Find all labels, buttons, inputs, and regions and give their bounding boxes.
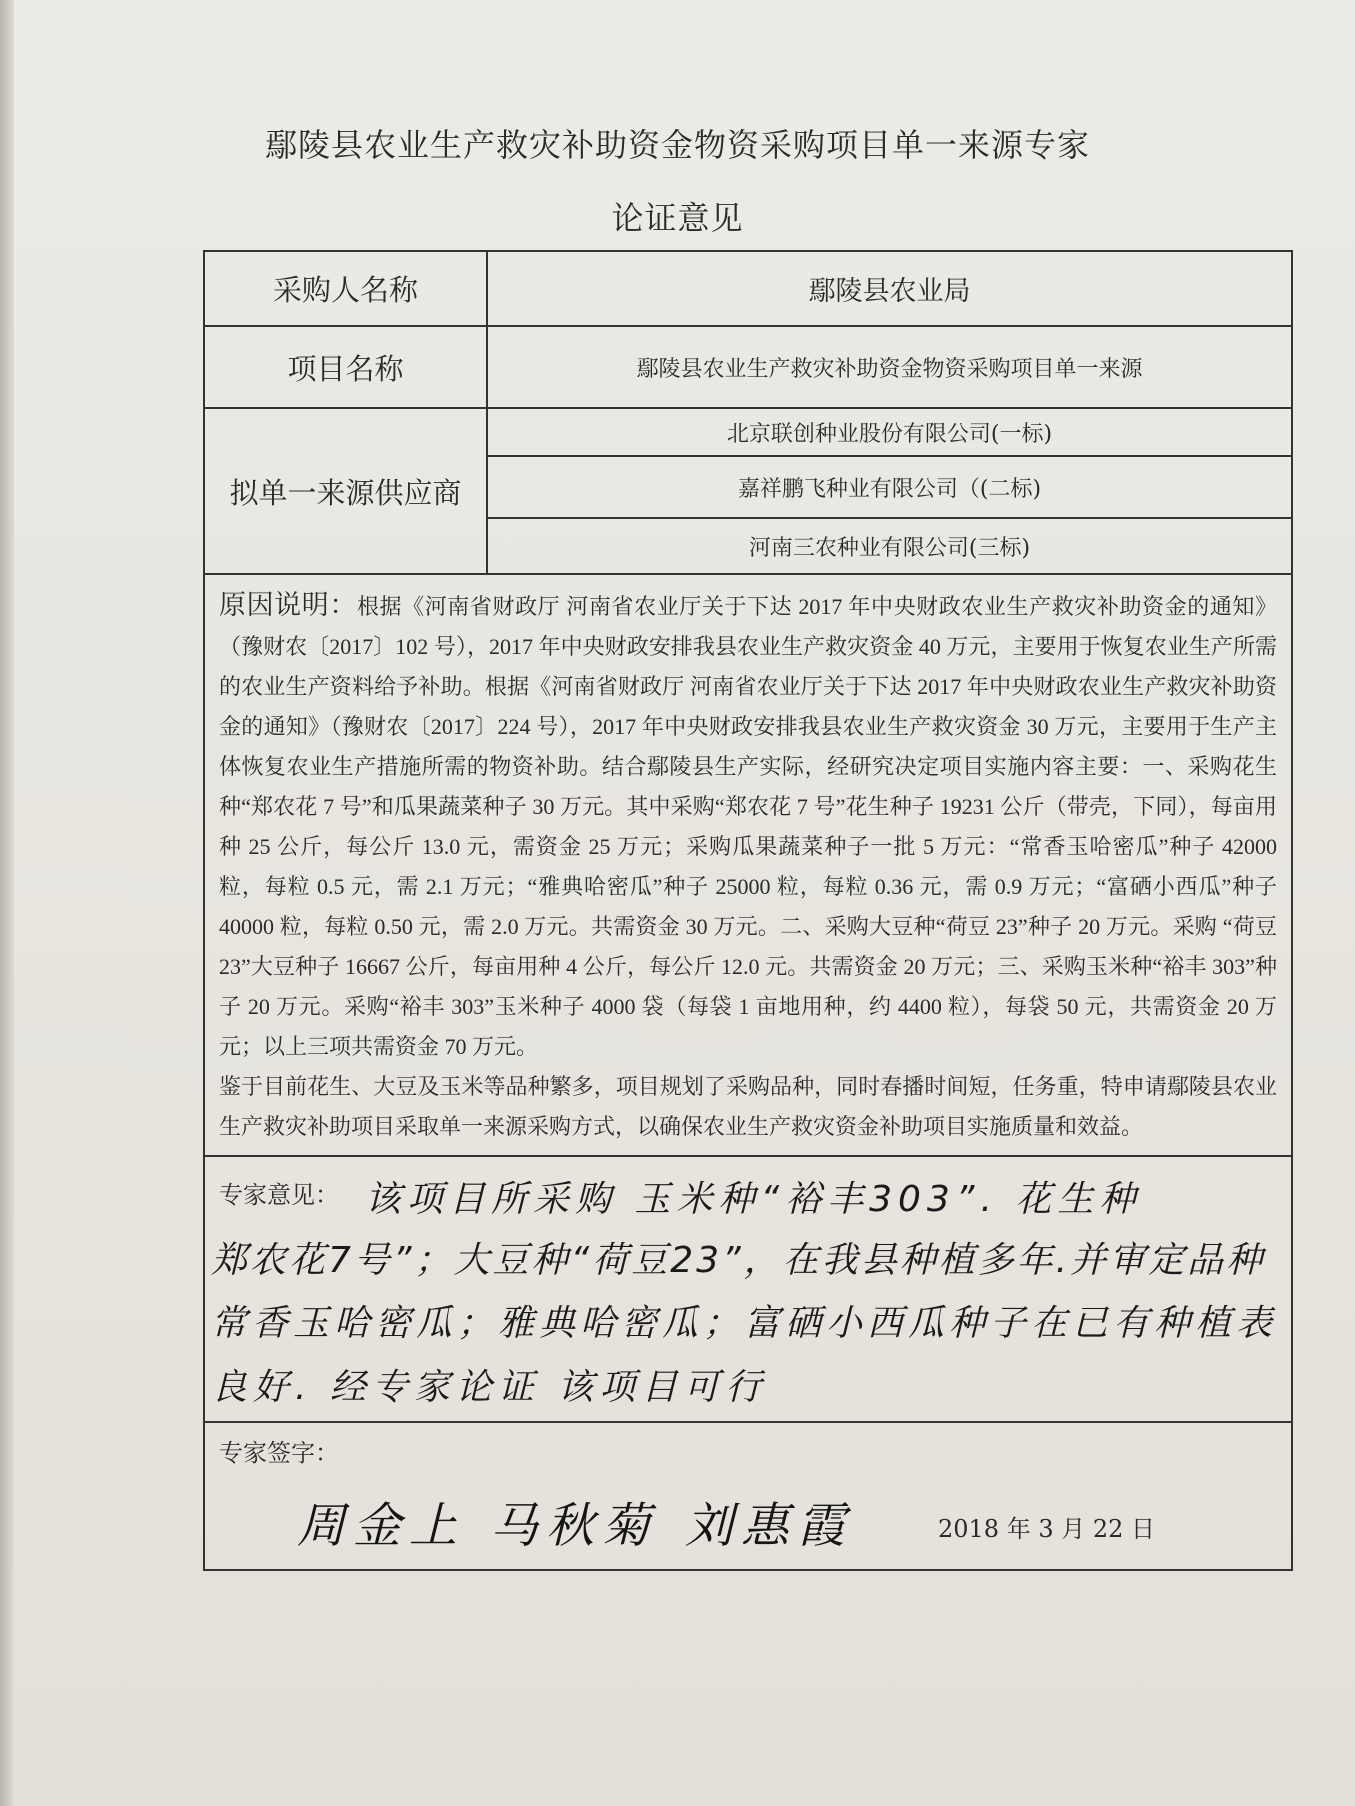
expert-signature: 周金上 [297, 1498, 466, 1554]
project-value: 鄢陵县农业生产救灾补助资金物资采购项目单一来源 [487, 326, 1292, 408]
supplier-item: 北京联创种业股份有限公司(一标) [487, 408, 1292, 456]
signature-row [204, 1422, 1292, 1570]
expert-handwriting-line: 郑农花7号”；大豆种“荷豆23”，在我县种植多年.并审定品种 [211, 1240, 1266, 1281]
expert-cell [204, 1156, 1292, 1422]
signature-label: 专家签字： [219, 1439, 339, 1467]
purchaser-row [204, 251, 1292, 326]
signature-cell [204, 1422, 1292, 1570]
expert-signature: 马秋菊 [490, 1498, 659, 1554]
reason-row [204, 574, 1292, 1156]
paper-fold-shadow [0, 0, 14, 1806]
supplier-row [204, 408, 1292, 456]
document-subtitle: 论证意见 [611, 199, 744, 237]
purchaser-value: 鄢陵县农业局 [487, 251, 1292, 326]
project-label: 项目名称 [204, 326, 487, 408]
expert-handwriting-line: 常香玉哈密瓜；雅典哈密瓜；富硒小西瓜种子在已有种植表 [211, 1303, 1278, 1344]
expert-label: 专家意见： [219, 1181, 339, 1209]
project-row [204, 326, 1292, 408]
reason-text-2: 鉴于目前花生、大豆及玉米等品种繁多，项目规划了采购品种，同时春播时间短，任务重，特申请鄢陵县农业生产救灾补助项目采取单一来源采购方式，以确保农业生产救灾资金补助项目实施质量和效益。 [219, 1074, 1277, 1139]
signing-date: 2018 年 3 月 22 日 [938, 1515, 1156, 1543]
reason-text: 根据《河南省财政厅 河南省农业厅关于下达 2017 年中央财政农业生产救灾补助资金的通知》（豫财农〔2017〕102 号），2017 年中央财政安排我县农业生产救灾资金 40 万元，主要用于恢复农业生产所需的农业生产资料给予补助。根据《河南省财政厅 河南省农业厅关于下达 2017 年中央财政农业生产救灾补助资金的通知》（豫财农〔2017〕224 号），2017 年中央财政安排我县农业生产救灾资金 30 万元，主要用于生产主体恢复农业生产措施所需的物资补助。结合鄢陵县生产实际，经研究决定项目实施内容主要：一、采购花生种“郑农花 7 号”和瓜果蔬菜种子 30 万元。其中采购“郑农花 7 号”花生种子 19231 公斤（带壳，下同），每亩用种 25 公斤，每公斤 13.0 元，需资金 25 万元；采购瓜果蔬菜种子一批 5 万元：“常香玉哈密瓜”种子 42000 粒，每粒 0.5 元，需 2.1 万元；“雅典哈密瓜”种子 25000 粒，每粒 0.36 元，需 0.9 万元；“富硒小西瓜”种子 40000 粒，每粒 0.50 元，需 2.0 万元。共需资金 30 万元。二、采购大豆种“荷豆 23”种子 20 万元。采购 “荷豆 23”大豆种子 16667 公斤，每亩用种 4 公斤，每公斤 12.0 元。共需资金 20 万元；三、采购玉米种“裕丰 303”种子 20 万元。采购“裕丰 303”玉米种子 4000 袋（每袋 1 亩地用种，约 4400 粒），每袋 50 元，共需资金 20 万元；以上三项共需资金 70 万元。 [219, 594, 1277, 1059]
supplier-item: 河南三农种业有限公司(三标) [487, 518, 1292, 574]
expert-signature: 刘惠霞 [685, 1498, 854, 1554]
expert-handwriting-line: 良好. 经专家论证 该项目可行 [211, 1367, 768, 1408]
purchaser-label: 采购人名称 [204, 251, 487, 326]
expert-handwriting-line: 该项目所采购 玉米种“裕丰303”. 花生种 [365, 1179, 1142, 1220]
expert-row [204, 1156, 1292, 1422]
supplier-label: 拟单一来源供应商 [204, 408, 487, 574]
supplier-item: 嘉祥鹏飞种业有限公司（(二标) [487, 456, 1292, 518]
opinion-form-table [203, 250, 1293, 1571]
reason-label: 原因说明： [219, 590, 357, 620]
reason-cell [204, 574, 1292, 1156]
document-title: 鄢陵县农业生产救灾补助资金物资采购项目单一来源专家 [264, 126, 1090, 164]
